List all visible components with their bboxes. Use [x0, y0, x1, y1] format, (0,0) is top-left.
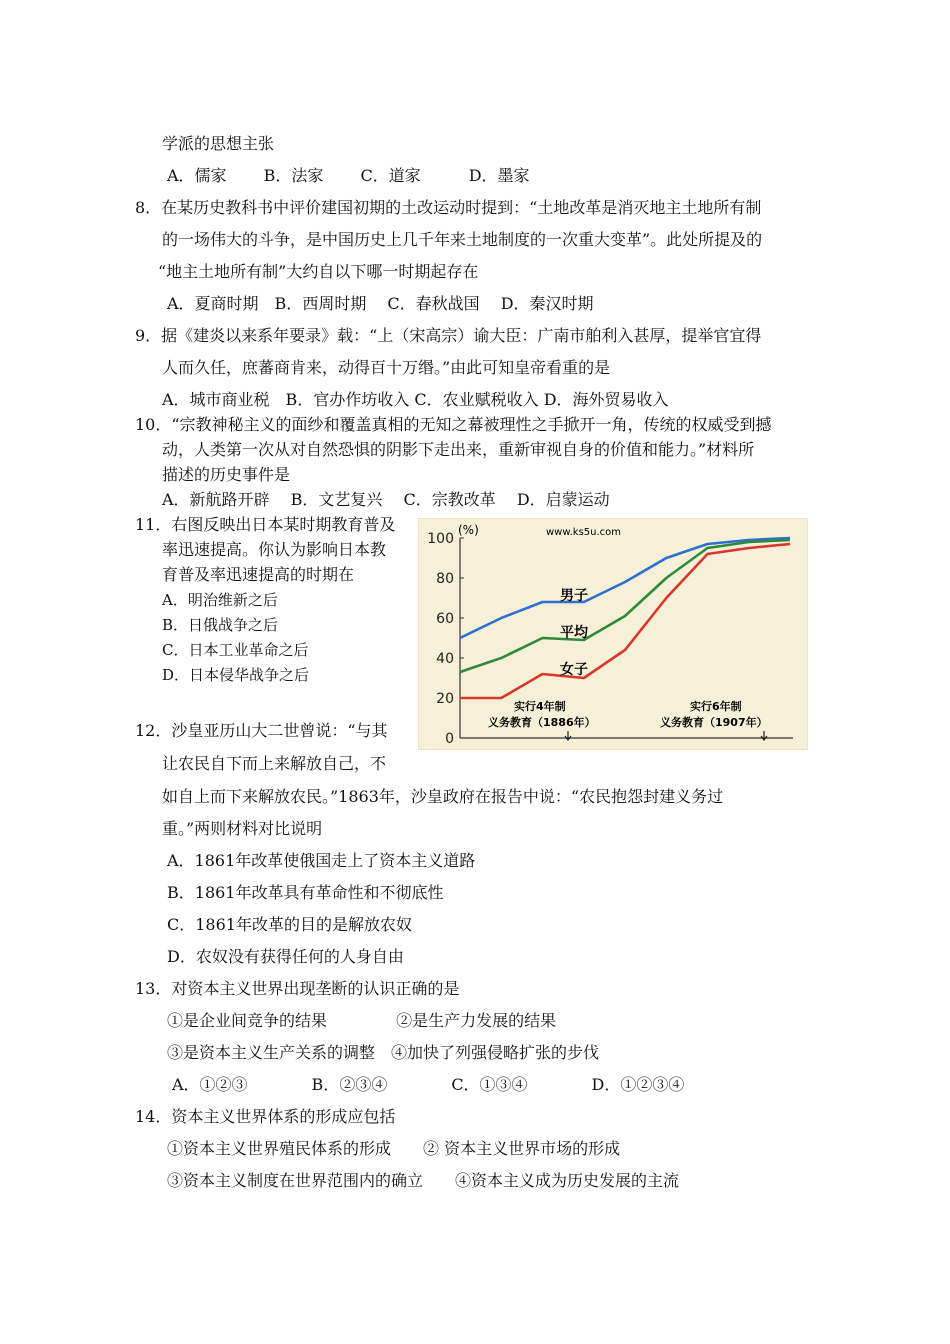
q12-option-b: B．1861年改革具有革命性和不彻底性	[167, 883, 444, 902]
q11-option-c: C．日本工业革命之后	[162, 641, 309, 659]
y-tick-label-4: 80	[436, 571, 454, 587]
education-rate-chart	[418, 518, 808, 750]
q12-option-d: D．农奴没有获得任何的人身自由	[167, 947, 404, 966]
q8-options: A．夏商时期 B．西周时期 C．春秋战国 D．秦汉时期	[167, 294, 594, 313]
series-label-female: 女子	[560, 662, 588, 678]
q7-options: A．儒家 B．法家 C．道家 D．墨家	[167, 166, 530, 185]
annotation-1907-line1: 实行6年制	[690, 700, 742, 713]
q11-option-a: A．明治维新之后	[162, 591, 278, 609]
q9-stem-line2: 人而久任，庶蕃商肯来，动得百十万缗。”由此可知皇帝看重的是	[162, 358, 611, 377]
q12-stem-line2: 让农民自下而上来解放自己，不	[162, 754, 387, 773]
q12-stem-line1: 12．沙皇亚历山大二世曾说：“与其	[135, 721, 388, 740]
annotation-1886-line1: 实行4年制	[514, 700, 566, 713]
q12-option-c: C．1861年改革的目的是解放农奴	[167, 915, 412, 934]
q13-items-1-2: ①是企业间竞争的结果 ②是生产力发展的结果	[167, 1011, 557, 1030]
q10-options: A．新航路开辟 B．文艺复兴 C．宗教改革 D．启蒙运动	[162, 490, 610, 509]
q9-stem-line1: 9．据《建炎以来系年要录》载：“上（宋高宗）谕大臣：广南市舶利入甚厚，提举官宜得	[135, 326, 762, 345]
series-label-average: 平均	[560, 625, 588, 641]
q14-stem: 14．资本主义世界体系的形成应包括	[135, 1107, 396, 1126]
q11-option-b: B．日俄战争之后	[162, 616, 279, 634]
q7-stem-tail: 学派的思想主张	[162, 134, 275, 153]
annotation-1886-line2: 义务教育（1886年）	[488, 716, 596, 729]
q14-items-1-2: ①资本主义世界殖民体系的形成 ② 资本主义世界市场的形成	[167, 1139, 621, 1158]
series-label-male: 男子	[560, 588, 588, 604]
q13-options: A．①②③ B．②③④ C．①③④ D．①②③④	[172, 1075, 685, 1094]
q10-stem-line1: 10．“宗教神秘主义的面纱和覆盖真相的无知之幕被理性之手掀开一角，传统的权威受到撼	[135, 415, 772, 434]
q11-stem-line2: 率迅速提高。你认为影响日本教	[162, 540, 387, 559]
q8-stem-line3: “地主土地所有制”大约自以下哪一时期起存在	[158, 262, 479, 281]
y-tick-label-2: 40	[436, 651, 454, 667]
q12-option-a: A．1861年改革使俄国走上了资本主义道路	[167, 851, 476, 870]
y-unit-label: (%)	[458, 523, 479, 537]
q12-stem-line4: 重。”两则材料对比说明	[162, 819, 323, 838]
q11-stem-line1: 11．右图反映出日本某时期教育普及	[135, 515, 396, 534]
q14-items-3-4: ③资本主义制度在世界范围内的确立 ④资本主义成为历史发展的主流	[167, 1171, 680, 1190]
y-tick-label-3: 60	[436, 611, 454, 627]
y-tick-label-0: 0	[445, 731, 454, 747]
q11-stem-line3: 育普及率迅速提高的时期在	[162, 565, 355, 584]
q10-stem-line3: 描述的历史事件是	[162, 465, 291, 484]
q8-stem-line2: 的一场伟大的斗争，是中国历史上几千年来土地制度的一次重大变革”。此处所提及的	[162, 230, 763, 249]
q13-stem: 13．对资本主义世界出现垄断的认识正确的是	[135, 979, 460, 998]
watermark: www.ks5u.com	[546, 527, 622, 538]
q9-options: A．城市商业税 B．官办作坊收入 C．农业赋税收入 D．海外贸易收入	[162, 390, 669, 409]
q8-stem-line1: 8．在某历史教科书中评价建国初期的土改运动时提到：“土地改革是消灭地主土地所有制	[135, 198, 762, 217]
annotation-1907-line2: 义务教育（1907年）	[660, 716, 768, 729]
y-tick-label-1: 20	[436, 691, 454, 707]
q13-items-3-4: ③是资本主义生产关系的调整 ④加快了列强侵略扩张的步伐	[167, 1043, 600, 1062]
q12-stem-line3: 如自上而下来解放农民。”1863年，沙皇政府在报告中说：“农民抱怨封建义务过	[162, 787, 724, 806]
q10-stem-line2: 动，人类第一次从对自然恐惧的阴影下走出来，重新审视自身的价值和能力。”材料所	[162, 440, 755, 459]
y-tick-label-5: 100	[427, 531, 454, 547]
q11-option-d: D．日本侵华战争之后	[162, 666, 310, 684]
